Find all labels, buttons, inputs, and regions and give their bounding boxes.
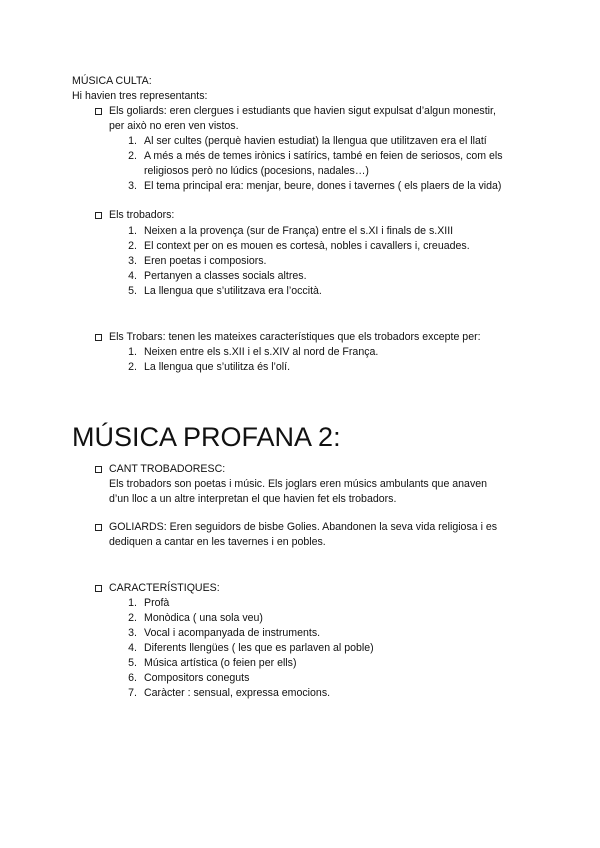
list-item: Caràcter : sensual, expressa emocions.	[144, 687, 331, 699]
list-item: Al ser cultes (perquè havien estudiat) la llengua que utilitzaven era el llatí	[144, 135, 487, 147]
cant-line-3: d’un lloc a un altre interpretan el que havien fet els trobadors.	[109, 493, 397, 505]
list-number: 3.	[128, 627, 137, 639]
checkbox-bullet-icon	[95, 524, 102, 531]
list-item: Monòdica ( una sola veu)	[144, 612, 263, 624]
checkbox-bullet-icon	[95, 212, 102, 219]
checkbox-bullet-icon	[95, 334, 102, 341]
list-number: 2.	[128, 612, 137, 624]
list-number: 4.	[128, 642, 137, 654]
list-item: La llengua que s’utilitza és l’olí.	[144, 361, 291, 373]
list-number: 3.	[128, 255, 137, 267]
goliards-profana-line-1: GOLIARDS: Eren seguidors de bisbe Golies. Abandonen la seva vida religiosa i es	[109, 521, 498, 533]
list-number: 1.	[128, 225, 137, 237]
list-number: 5.	[128, 657, 137, 669]
list-number: 1.	[128, 135, 137, 147]
checkbox-bullet-icon	[95, 108, 102, 115]
goliards-line-1: Els goliards: eren clergues i estudiants que havien sigut expulsat d’algun monestir,	[109, 105, 496, 117]
list-item: Neixen entre els s.XII i el s.XIV al nord de França.	[144, 346, 379, 358]
cant-line-2: Els trobadors son poetas i músic. Els joglars eren músics ambulants que anaven	[109, 478, 488, 490]
list-item: Neixen a la provença (sur de França) entre el s.XI i finals de s.XIII	[144, 225, 454, 237]
list-item: Compositors coneguts	[144, 672, 250, 684]
trobadors-heading: Els trobadors:	[109, 209, 175, 221]
list-number: 2.	[128, 240, 137, 252]
list-number: 4.	[128, 270, 137, 282]
list-number: 1.	[128, 346, 137, 358]
list-item: Eren poetas i composiors.	[144, 255, 267, 267]
list-item: El tema principal era: menjar, beure, dones i tavernes ( els plaers de la vida)	[144, 180, 502, 192]
intro-text: Hi havien tres representants:	[72, 90, 208, 102]
list-number: 5.	[128, 285, 137, 297]
trobars-heading: Els Trobars: tenen les mateixes característiques que els trobadors excepte per:	[109, 331, 481, 343]
list-number: 1.	[128, 597, 137, 609]
caracteristiques-heading: CARACTERÍSTIQUES:	[109, 582, 220, 594]
list-item: Música artística (o feien per ells)	[144, 657, 297, 669]
goliards-line-2: per això no eren ven vistos.	[109, 120, 239, 132]
list-number: 6.	[128, 672, 137, 684]
list-item: Vocal i acompanyada de instruments.	[144, 627, 321, 639]
list-item: Diferents llengües ( les que es parlaven al poble)	[144, 642, 374, 654]
section-title-musica-culta: MÚSICA CULTA:	[72, 75, 152, 87]
list-number: 3.	[128, 180, 137, 192]
list-item: El context per on es mouen es cortesà, nobles i cavallers i, creuades.	[144, 240, 470, 252]
section-title-musica-profana: MÚSICA PROFANA 2:	[72, 422, 341, 452]
list-item: Pertanyen a classes socials altres.	[144, 270, 307, 282]
list-number: 7.	[128, 687, 137, 699]
checkbox-bullet-icon	[95, 466, 102, 473]
list-item: A més a més de temes irònics i satírics, també en feien de seriosos, com els	[144, 150, 503, 162]
list-number: 2.	[128, 361, 137, 373]
list-item: Profà	[144, 597, 170, 609]
list-item-continuation: religiosos però no lúdics (pocesions, nadales…)	[144, 165, 369, 177]
list-number: 2.	[128, 150, 137, 162]
list-item: La llengua que s’utilitzava era l’occità.	[144, 285, 322, 297]
goliards-profana-line-2: dediquen a cantar en les tavernes i en pobles.	[109, 536, 326, 548]
cant-heading: CANT TROBADORESC:	[109, 463, 226, 475]
checkbox-bullet-icon	[95, 585, 102, 592]
